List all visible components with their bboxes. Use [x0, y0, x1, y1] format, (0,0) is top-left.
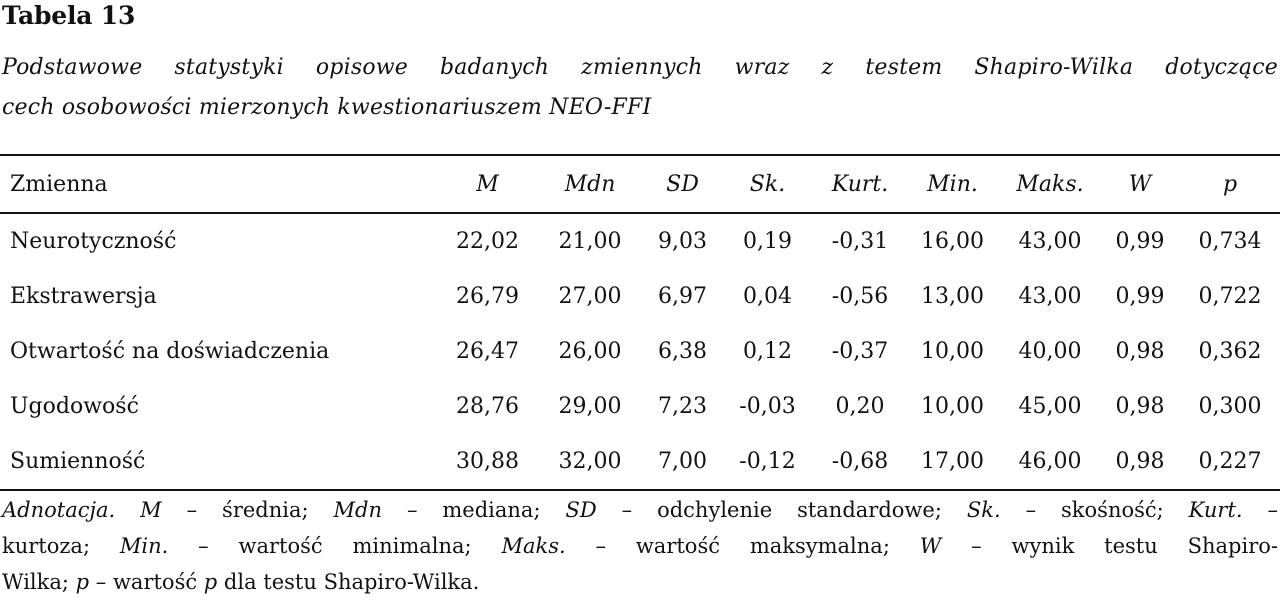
note-label: Adnotacja. — [2, 498, 116, 522]
table-note — [2, 492, 1278, 600]
cell-sk: 0,12 — [743, 339, 792, 364]
cell-min: 16,00 — [921, 229, 984, 254]
note-line-3 — [2, 564, 1278, 600]
cell-m: 26,47 — [456, 339, 519, 364]
note-abbr: p — [75, 570, 90, 594]
cell-sd: 7,00 — [658, 449, 707, 474]
cell-min: 10,00 — [921, 339, 984, 364]
cell-kurt: -0,68 — [831, 449, 889, 474]
table-row — [0, 379, 1280, 434]
note-desc: – odchylenie standardowe; — [596, 498, 967, 522]
note-desc: – skośność; — [1000, 498, 1189, 522]
cell-sk: -0,03 — [739, 394, 796, 419]
header-cell-kurt: Kurt. — [831, 171, 889, 197]
note-abbr: SD — [565, 498, 597, 522]
table-header-row — [0, 155, 1280, 213]
cell-sk: 0,19 — [743, 229, 792, 254]
cell-maks: 46,00 — [1018, 449, 1082, 474]
cell-min: 13,00 — [921, 284, 984, 309]
cell-sd: 9,03 — [658, 229, 707, 254]
header-cell-w: W — [1128, 171, 1152, 197]
cell-p: 0,362 — [1198, 339, 1262, 364]
cell-m: 26,79 — [456, 284, 519, 309]
note-desc: – — [1242, 498, 1279, 522]
note-desc: Wilka; — [2, 570, 76, 594]
table-label: Tabela 13 — [2, 1, 136, 30]
header-cell-variable: Zmienna — [10, 171, 108, 197]
cell-w: 0,99 — [1115, 229, 1165, 254]
table-row — [0, 434, 1280, 490]
cell-sk: 0,04 — [743, 284, 792, 309]
cell-w: 0,98 — [1115, 339, 1165, 364]
cell-sk: -0,12 — [739, 449, 796, 474]
cell-maks: 45,00 — [1018, 394, 1082, 419]
cell-mdn: 29,00 — [558, 394, 622, 419]
statistics-table — [0, 154, 1280, 491]
cell-kurt: 0,20 — [835, 394, 885, 419]
note-abbr: W — [919, 534, 942, 558]
note-line-1 — [2, 492, 1278, 528]
cell-maks: 43,00 — [1018, 284, 1082, 309]
cell-p: 0,227 — [1198, 449, 1262, 474]
row-variable-name: Ekstrawersja — [10, 284, 157, 309]
caption-line-2: cech osobowości mierzonych kwestionariuszem NEO-FFI — [2, 95, 652, 120]
note-abbr: M — [140, 498, 162, 522]
cell-maks: 40,00 — [1018, 339, 1082, 364]
row-variable-name: Ugodowość — [10, 394, 139, 419]
note-abbr: Mdn — [333, 498, 382, 522]
cell-maks: 43,00 — [1018, 229, 1082, 254]
cell-min: 10,00 — [921, 394, 984, 419]
cell-p: 0,722 — [1198, 284, 1262, 309]
note-desc: – wynik testu Shapiro- — [941, 534, 1278, 558]
table-caption — [2, 48, 1278, 128]
note-desc: dla testu Shapiro-Wilka. — [217, 570, 480, 594]
header-cell-m: M — [476, 171, 499, 197]
row-variable-name: Sumienność — [10, 449, 146, 474]
cell-mdn: 21,00 — [558, 229, 622, 254]
cell-m: 30,88 — [456, 449, 519, 474]
cell-min: 17,00 — [921, 449, 984, 474]
note-abbr: Kurt. — [1188, 498, 1243, 522]
cell-mdn: 26,00 — [558, 339, 622, 364]
header-cell-p: p — [1222, 171, 1238, 197]
note-desc: kurtoza; — [2, 534, 120, 558]
cell-p: 0,734 — [1198, 229, 1262, 254]
header-cell-min: Min. — [927, 171, 978, 197]
cell-mdn: 27,00 — [558, 284, 622, 309]
cell-mdn: 32,00 — [558, 449, 622, 474]
cell-sd: 7,23 — [658, 394, 707, 419]
header-cell-mdn: Mdn — [564, 171, 616, 197]
row-variable-name: Neurotyczność — [10, 229, 177, 254]
table-row — [0, 324, 1280, 379]
cell-w: 0,98 — [1115, 449, 1165, 474]
note-abbr: Maks. — [501, 534, 566, 558]
table-row — [0, 269, 1280, 324]
note-line-2 — [2, 528, 1278, 564]
cell-kurt: -0,56 — [831, 284, 889, 309]
caption-line-1: Podstawowe statystyki opisowe badanych zmiennych wraz z testem Shapiro-Wilka dotyczące — [2, 55, 1278, 80]
note-desc: – wartość — [89, 570, 204, 594]
cell-kurt: -0,31 — [831, 229, 889, 254]
header-cell-sd: SD — [666, 171, 699, 197]
note-abbr: Sk. — [966, 498, 1001, 522]
note-desc: – wartość minimalna; — [168, 534, 502, 558]
header-cell-sk: Sk. — [749, 171, 786, 197]
row-variable-name: Otwartość na doświadczenia — [10, 339, 330, 364]
note-abbr: p — [203, 570, 218, 594]
cell-m: 28,76 — [456, 394, 519, 419]
cell-kurt: -0,37 — [831, 339, 889, 364]
cell-w: 0,99 — [1115, 284, 1165, 309]
note-desc: – wartość maksymalna; — [565, 534, 920, 558]
cell-p: 0,300 — [1198, 394, 1262, 419]
cell-w: 0,98 — [1115, 394, 1165, 419]
cell-sd: 6,97 — [658, 284, 707, 309]
header-cell-maks: Maks. — [1016, 171, 1084, 197]
table-row — [0, 213, 1280, 269]
cell-m: 22,02 — [456, 229, 519, 254]
note-abbr: Min. — [119, 534, 169, 558]
note-desc: – mediana; — [382, 498, 566, 522]
note-desc: – średnia; — [161, 498, 334, 522]
cell-sd: 6,38 — [658, 339, 707, 364]
